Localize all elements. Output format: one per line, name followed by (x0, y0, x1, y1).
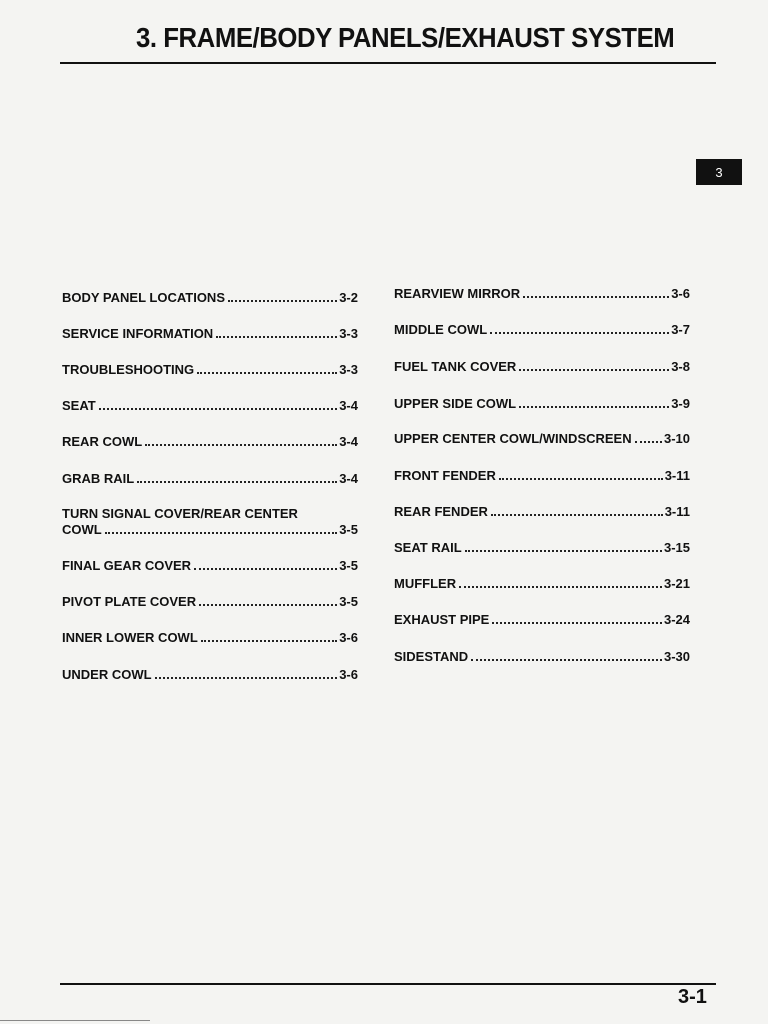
footer-rule (60, 983, 716, 985)
toc-entry-label: SEAT (62, 398, 96, 413)
toc-entry-page: 3-11 (664, 468, 690, 483)
toc-entry-label: FRONT FENDER (394, 468, 496, 483)
toc-entry[interactable] (62, 362, 358, 378)
toc-entry-label: REAR FENDER (394, 504, 488, 519)
toc-entry[interactable] (62, 434, 358, 450)
dot-leader (523, 296, 669, 298)
toc-entry-page: 3-3 (339, 362, 358, 377)
dot-leader (519, 369, 669, 371)
toc-entry-page: 3-6 (671, 286, 690, 301)
toc-entry-label: UPPER SIDE COWL (394, 396, 517, 411)
toc-entry[interactable] (394, 612, 690, 628)
dot-leader (465, 550, 662, 552)
page-number: 3-1 (678, 986, 707, 1008)
dot-leader (216, 336, 337, 338)
section-tab: 3 (696, 159, 742, 185)
toc-entry[interactable] (62, 558, 358, 574)
toc-entry-label: EXHAUST PIPE (394, 612, 490, 627)
toc-entry-label: MUFFLER (394, 576, 457, 591)
toc-entry[interactable] (62, 594, 358, 610)
toc-entry-label: MIDDLE COWL (394, 322, 488, 337)
toc-entry-page: 3-3 (339, 326, 358, 341)
toc-entry-page: 3-9 (671, 396, 690, 411)
dot-leader (194, 568, 337, 570)
toc-entry-page: 3-11 (664, 504, 690, 519)
toc-entry-label: GRAB RAIL (62, 471, 135, 486)
dot-leader (471, 659, 662, 661)
dot-leader (155, 677, 338, 679)
toc-entry-label: UPPER CENTER COWL/WINDSCREEN (394, 431, 632, 446)
toc-entry[interactable] (62, 667, 358, 683)
toc-entry-page: 3-4 (339, 398, 358, 413)
scan-edge-line (0, 1020, 150, 1021)
toc-entry[interactable] (62, 471, 358, 487)
title-underline (60, 62, 716, 64)
toc-entry[interactable] (394, 468, 690, 484)
toc-entry[interactable] (394, 649, 690, 665)
toc-entry-label: SIDESTAND (394, 649, 469, 664)
toc-entry-label: TROUBLESHOOTING (62, 362, 195, 377)
toc-entry[interactable] (394, 431, 690, 447)
dot-leader (197, 372, 337, 374)
toc-entry-page: 3-5 (339, 558, 358, 573)
toc-entry[interactable] (394, 576, 690, 592)
toc-entry-page: 3-2 (339, 290, 358, 305)
toc-entry[interactable] (394, 359, 690, 375)
toc-entry-page: 3-5 (339, 522, 358, 537)
dot-leader (635, 441, 662, 443)
toc-entry[interactable] (62, 630, 358, 646)
dot-leader (519, 406, 669, 408)
toc-entry-label: REARVIEW MIRROR (394, 286, 521, 301)
toc-entry-label: REAR COWL (62, 434, 143, 449)
toc-entry-page: 3-6 (339, 667, 358, 682)
toc-entry[interactable] (394, 504, 690, 520)
dot-leader (459, 586, 662, 588)
toc-entry-page: 3-15 (663, 540, 690, 555)
toc-entry[interactable] (394, 396, 690, 412)
dot-leader (499, 478, 663, 480)
toc-entry-label: FINAL GEAR COVER (62, 558, 192, 573)
toc-entry-page: 3-7 (671, 322, 690, 337)
toc-entry-page: 3-4 (339, 434, 358, 449)
dot-leader (105, 532, 337, 534)
toc-entry[interactable] (394, 322, 690, 338)
toc-entry-page: 3-21 (663, 576, 690, 591)
toc-entry-page: 3-10 (663, 431, 690, 446)
dot-leader (145, 444, 337, 446)
toc-entry-label: SERVICE INFORMATION (62, 326, 214, 341)
toc-entry-label: COWL (62, 522, 102, 537)
toc-entry-label-line1: TURN SIGNAL COVER/REAR CENTER (62, 506, 298, 521)
toc-entry[interactable] (62, 290, 358, 306)
toc-entry-page: 3-24 (663, 612, 690, 627)
toc-entry-label: INNER LOWER COWL (62, 630, 198, 645)
dot-leader (201, 640, 337, 642)
toc-entry[interactable] (394, 286, 690, 302)
toc-entry[interactable] (394, 540, 690, 556)
dot-leader (137, 481, 337, 483)
toc-entry-label: UNDER COWL (62, 667, 152, 682)
toc-entry-label: SEAT RAIL (394, 540, 462, 555)
toc-entry-page: 3-30 (663, 649, 690, 664)
dot-leader (490, 332, 669, 334)
dot-leader (492, 622, 662, 624)
toc-entry-page: 3-8 (671, 359, 690, 374)
toc-entry[interactable] (62, 326, 358, 342)
page-title: 3. FRAME/BODY PANELS/EXHAUST SYSTEM (136, 22, 675, 53)
toc-entry-label: FUEL TANK COVER (394, 359, 517, 374)
toc-entry-page: 3-5 (339, 594, 358, 609)
toc-entry-label: PIVOT PLATE COVER (62, 594, 197, 609)
dot-leader (199, 604, 337, 606)
toc-entry-page: 3-4 (339, 471, 358, 486)
toc-entry-page: 3-6 (339, 630, 358, 645)
toc-entry-label: BODY PANEL LOCATIONS (62, 290, 225, 305)
toc-entry[interactable] (62, 398, 358, 414)
dot-leader (99, 408, 337, 410)
dot-leader (228, 300, 337, 302)
toc-entry[interactable] (62, 506, 358, 538)
dot-leader (491, 514, 663, 516)
